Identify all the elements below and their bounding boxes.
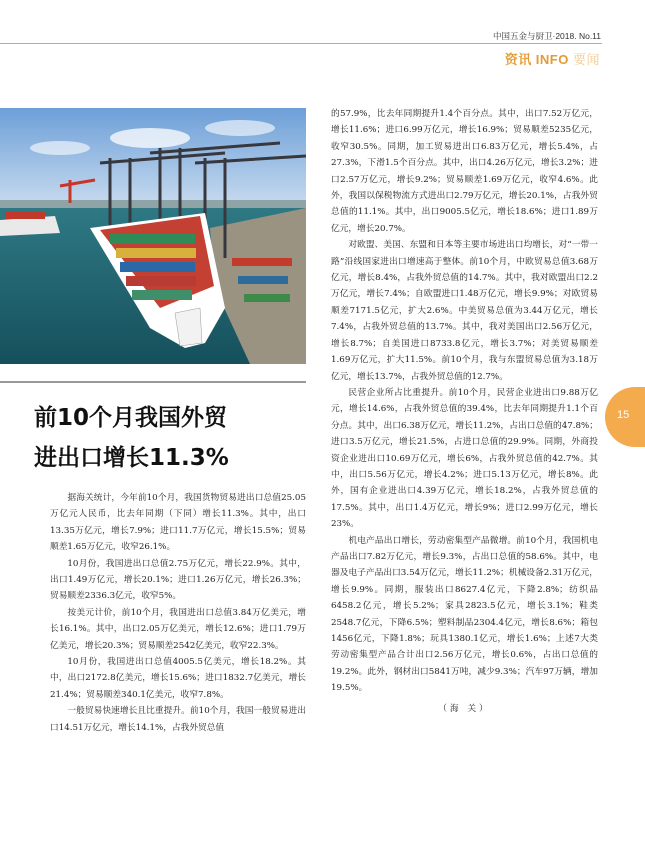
section-main: 资讯 INFO <box>504 52 569 67</box>
paragraph: 一般贸易快速增长且比重提升。前10个月，我国一般贸易进出口14.51万亿元，增长14.1%，占我外贸总值 <box>50 706 306 733</box>
section-label <box>505 49 600 68</box>
paragraph: 按美元计价，前10个月，我国进出口总值3.84万亿美元，增长16.1%。其中，出口2.05万亿美元，增长12.6%；进口1.79万亿美元，增长20.3%；贸易顺差2542亿美元，收窄22.3%。 <box>50 607 306 651</box>
paragraph: 据海关统计，今年前10个月，我国货物贸易进出口总值25.05万亿元人民币，比去年同期（下同）增长11.3%。其中，出口13.35万亿元，增长7.9%；进口11.7万亿元，增长15.5%；贸易顺差1.65万亿元，收窄26.1%。 <box>50 493 306 553</box>
paragraph: 对欧盟、美国、东盟和日本等主要市场进出口均增长，对“一带一路”沿线国家进出口增速高于整体。前10个月，中欧贸易总值3.68万亿元，增长8.4%，占我外贸总值的14.7%。其中，我对欧盟出口2.2万亿元，增长7.4%；自欧盟进口1.48万亿元，增长9.9%；对欧贸易顺差7171.5亿元，扩大2.6%。中美贸易总值为3.44万亿元，增长7.4%，占我外贸总值的13.7%。其中，我对美国出口2.56万亿元，增长8.7%；自美国进口8733.8亿元，增长3.7%；对美贸易顺差1.69万亿元，扩大11.5%。前10个月，我与东盟贸易总值为3.18万亿元，增长13.7%，占我外贸总值的12.7%。 <box>331 240 598 382</box>
journal-header: 中国五金与厨卫·2018. No.11 <box>492 31 601 41</box>
title-divider <box>0 381 306 383</box>
title-line-1: 前10个月我国外贸 <box>34 405 228 431</box>
source-credit: （海 关） <box>438 703 491 714</box>
article-title <box>34 398 304 478</box>
container-port-photo <box>0 108 306 364</box>
paragraph: 机电产品出口增长，劳动密集型产品微增。前10个月，我国机电产品出口7.82万亿元，增长9.3%，占出口总值的58.6%。其中，电器及电子产品出口3.54万亿元，增长11.2%；机械设备2.31万亿元，增长9.9%。同期，服装出口8627.4亿元，下降2.8%；纺织品6458.2亿元，增长5.2%；家具2823.5亿元，增长3.1%；鞋类2548.7亿元，下降6.5%；塑料制品2304.4亿元，增长8.6%；箱包1456亿元，下降1.8%；玩具1380.1亿元，增长1.6%；上述7大类劳动密集型产品合计出口2.56万亿元，增长0.6%，占出口总值的19.2%。此外，钢材出口5841万吨，减少9.3%；汽车97万辆，增加19.5%。 <box>331 535 598 694</box>
section-sub: 要闻 <box>572 52 600 67</box>
article-column-left <box>50 490 306 736</box>
page-number-tab <box>605 387 645 447</box>
page-number: 15 <box>617 409 630 421</box>
header-divider <box>0 43 602 44</box>
paragraph: 民营企业所占比重提升。前10个月，民营企业进出口9.88万亿元，增长14.6%，占我外贸总值的39.4%，比去年同期提升1.1个百分点。其中，出口6.38万亿元，增长11.2%，占出口总值的47.8%；进口3.5万亿元，增长21.5%，占进口总值的29.9%。同期，外商投资企业进出口10.69万亿元，增长6%，占我外贸总值的42.7%。其中，出口5.56万亿元，增长4.2%；进口5.13万亿元，增长8%。此外，国有企业进出口4.39万亿元，增长18.2%，占我外贸总值的17.5%。其中，出口1.4万亿元，增长9%；进口2.99万亿元，增长23%。 <box>331 387 598 530</box>
article-column-right <box>331 106 598 717</box>
title-line-2: 进出口增长11.3% <box>34 445 229 471</box>
paragraph: 10月份，我国进出口总值2.75万亿元，增长22.9%。其中，出口1.49万亿元，增长20.1%；进口1.26万亿元，增长26.3%；贸易顺差2336.3亿元，收窄5%。 <box>50 558 306 602</box>
paragraph: 的57.9%，比去年同期提升1.4个百分点。其中，出口7.52万亿元，增长11.6%；进口6.99万亿元，增长16.9%；贸易顺差5235亿元，收窄30.5%。同期，加工贸易进出口6.83万亿元，增长5.4%，占27.3%，下滑1.5个百分点。其中，出口4.26万亿元，增长3.2%；进口2.57万亿元，增长9.2%；贸易顺差1.69万亿元，收窄4.6%。此外，我国以保税物流方式进出口2.79万亿元，增长20.1%，占我外贸总值的11.1%。其中，出口9005.5亿元，增长18.6%；进口1.89万亿元，增长20.7%。 <box>331 109 598 234</box>
paragraph: 10月份，我国进出口总值4005.5亿美元，增长18.2%。其中，出口2172.8亿美元，增长15.6%；进口1832.7亿美元，增长21.4%；贸易顺差340.1亿美元，收窄7.8%。 <box>50 657 306 700</box>
